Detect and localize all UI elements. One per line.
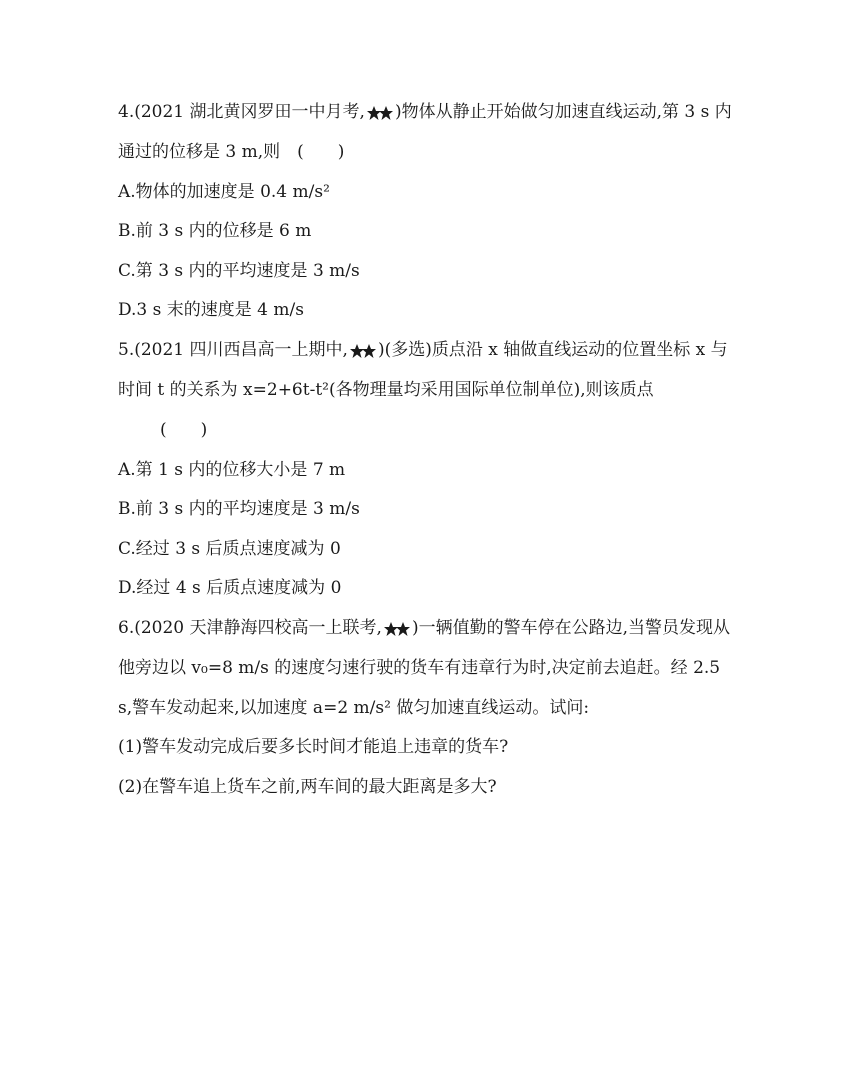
q6-stem-line3: s,警车发动起来,以加速度 a=2 m/s² 做匀加速直线运动。试问: — [118, 698, 590, 718]
q6-subquestion-1: (1)警车发动完成后要多长时间才能追上违章的货车? — [118, 737, 509, 757]
q5-option-a: A.第 1 s 内的位移大小是 7 m — [118, 460, 346, 480]
q5-option-c: C.经过 3 s 后质点速度减为 0 — [118, 539, 341, 559]
q5-stem-line2: 时间 t 的关系为 x=2+6t-t²(各物理量均采用国际单位制单位),则该质点 — [118, 380, 654, 400]
q6-stem-line1 — [118, 616, 730, 640]
q4-source: 4.(2021 湖北黄冈罗田一中月考, — [118, 102, 365, 122]
q5-option-b: B.前 3 s 内的平均速度是 3 m/s — [118, 499, 360, 519]
difficulty-two-star-icon — [383, 621, 411, 637]
q4-option-c: C.第 3 s 内的平均速度是 3 m/s — [118, 261, 360, 281]
difficulty-two-star-icon — [366, 105, 394, 121]
q4-stem-text: )物体从静止开始做匀加速直线运动,第 3 s 内 — [394, 102, 732, 122]
q4-stem-line2: 通过的位移是 3 m,则 ( ) — [118, 142, 345, 162]
q5-stem-line1 — [118, 338, 728, 362]
q4-option-d: D.3 s 末的速度是 4 m/s — [118, 300, 304, 320]
q5-source: 5.(2021 四川西昌高一上期中, — [118, 340, 348, 360]
q6-stem-text: )一辆值勤的警车停在公路边,当警员发现从 — [411, 618, 730, 638]
q5-option-d: D.经过 4 s 后质点速度减为 0 — [118, 578, 342, 598]
q6-subquestion-2: (2)在警车追上货车之前,两车间的最大距离是多大? — [118, 777, 497, 797]
q4-stem-line1 — [118, 100, 732, 124]
difficulty-two-star-icon — [349, 343, 377, 359]
q4-option-a: A.物体的加速度是 0.4 m/s² — [118, 182, 330, 202]
q5-answer-bracket: ( ) — [160, 420, 208, 440]
q6-source: 6.(2020 天津静海四校高一上联考, — [118, 618, 382, 638]
q6-stem-line2: 他旁边以 v₀=8 m/s 的速度匀速行驶的货车有违章行为时,决定前去追赶。经 2.5 — [118, 658, 721, 678]
q5-stem-text: )(多选)质点沿 x 轴做直线运动的位置坐标 x 与 — [377, 340, 728, 360]
q4-option-b: B.前 3 s 内的位移是 6 m — [118, 221, 312, 241]
